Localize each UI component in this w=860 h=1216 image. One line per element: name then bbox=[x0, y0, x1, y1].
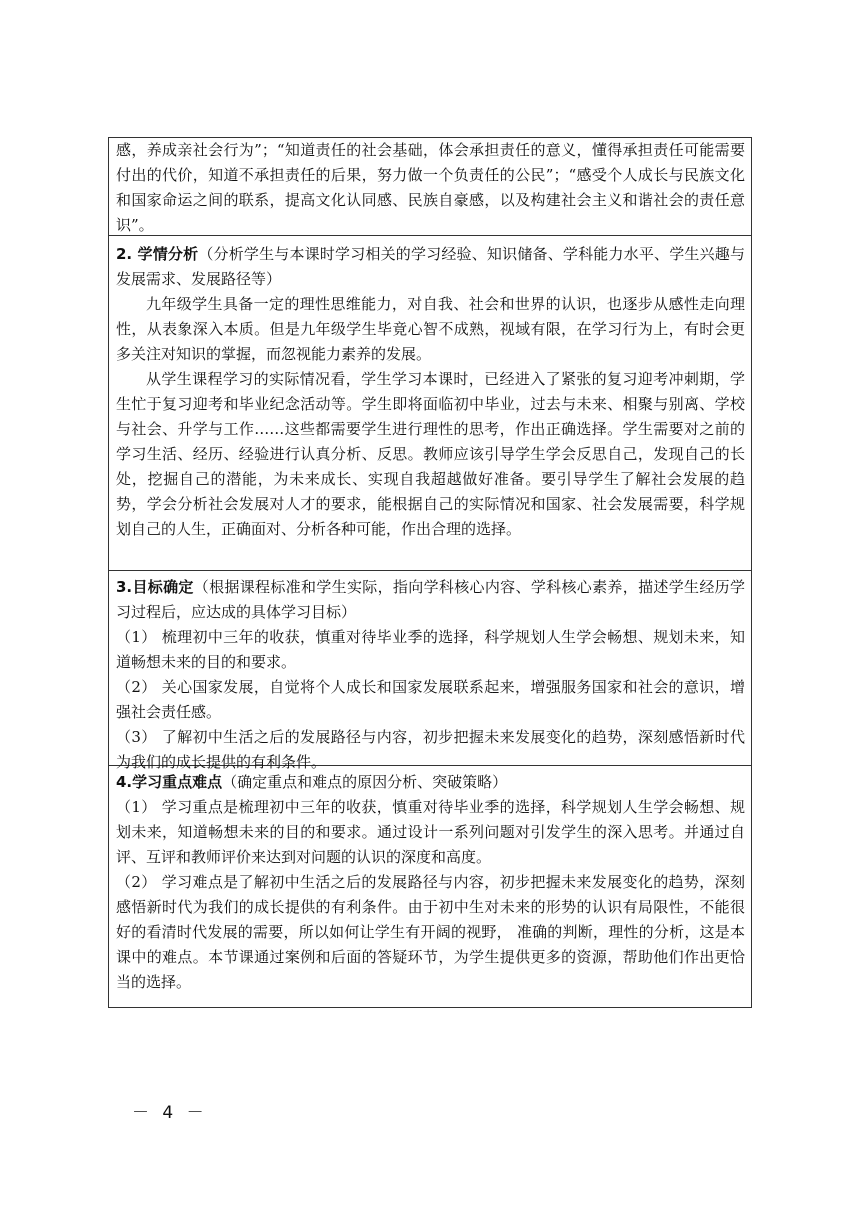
goal-item: （3） 了解初中生活之后的发展路径与内容，初步把握未来发展变化的趋势，深刻感悟新时代为我们的成长提供的有利条件。 bbox=[116, 728, 745, 771]
standards-cell bbox=[109, 138, 751, 235]
section-description: （分析学生与本课时学习相关的学习经验、知识储备、学科能力水平、学生兴趣与发展需求、发展路径等） bbox=[116, 245, 745, 288]
section-description: （根据课程标准和学生实际，指向学科核心内容、学科核心素养，描述学生经历学习过程后，应达成的具体学习目标） bbox=[116, 578, 745, 621]
section-heading: 3.目标确定 bbox=[116, 578, 194, 596]
section-heading: 4.学习重点难点 bbox=[116, 773, 223, 791]
goals-cell bbox=[109, 570, 751, 771]
lesson-plan-table bbox=[108, 137, 752, 1008]
goal-item: （1） 梳理初中三年的收获，慎重对待毕业季的选择，科学规划人生学会畅想、规划未来，知道畅想未来的目的和要求。 bbox=[116, 628, 745, 671]
goal-item: （2） 关心国家发展，自觉将个人成长和国家发展联系起来，增强服务国家和社会的意识，增强社会责任感。 bbox=[116, 678, 745, 721]
learner-analysis-cell bbox=[109, 235, 751, 570]
key-point-item: （1） 学习重点是梳理初中三年的收获，慎重对待毕业季的选择，科学规划人生学会畅想、规划未来，知道畅想未来的目的和要求。通过设计一系列问题对引发学生的深入思考。并通过自评、互评和教师评价来达到对问题的认识的深度和高度。 bbox=[116, 798, 745, 866]
paragraph: 从学生课程学习的实际情况看，学生学习本课时，已经进入了紧张的复习迎考冲刺期，学生忙于复习迎考和毕业纪念活动等。学生即将面临初中毕业，过去与未来、相聚与别离、学校与社会、升学与工作……这些都需要学生进行理性的思考，作出正确选择。学生需要对之前的学习生活、经历、经验进行认真分析、反思。教师应该引导学生学会反思自己，发现自己的长处，挖掘自己的潜能，为未来成长、实现自我超越做好准备。要引导学生了解社会发展的趋势，学会分析社会发展对人才的要求，能根据自己的实际情况和国家、社会发展需要，科学规划自己的人生，正确面对、分析各种可能，作出合理的选择。 bbox=[116, 370, 745, 538]
learner-analysis-header bbox=[116, 242, 745, 292]
section-heading: 2. 学情分析 bbox=[116, 245, 199, 263]
key-points-cell bbox=[109, 765, 751, 1007]
paragraph: 九年级学生具备一定的理性思维能力，对自我、社会和世界的认识，也逐步从感性走向理性，从表象深入本质。但是九年级学生毕竟心智不成熟，视域有限，在学习行为上，有时会更多关注对知识的掌握，而忽视能力素养的发展。 bbox=[116, 295, 745, 363]
goals-header bbox=[116, 575, 745, 625]
standards-text: 感，养成亲社会行为”；“知道责任的社会基础，体会承担责任的意义，懂得承担责任可能需要付出的代价，知道不承担责任的后果，努力做一个负责任的公民”；“感受个人成长与民族文化和国家命运之间的联系，提高文化认同感、民族自豪感，以及构建社会主义和谐社会的责任意识”。 bbox=[116, 141, 745, 234]
key-points-header bbox=[116, 770, 745, 795]
section-description: （确定重点和难点的原因分析、突破策略） bbox=[222, 773, 508, 791]
page-number: － 4 － bbox=[132, 1103, 208, 1123]
key-point-item: （2） 学习难点是了解初中生活之后的发展路径与内容，初步把握未来发展变化的趋势，深刻感悟新时代为我们的成长提供的有利条件。由于初中生对未来的形势的认识有局限性，不能很好的看清时代发展的需要，所以如何让学生有开阔的视野， 准确的判断，理性的分析，这是本课中的难点。本节课通过案例和后面的答疑环节，为学生提供更多的资源，帮助他们作出更恰当的选择。 bbox=[116, 873, 745, 991]
